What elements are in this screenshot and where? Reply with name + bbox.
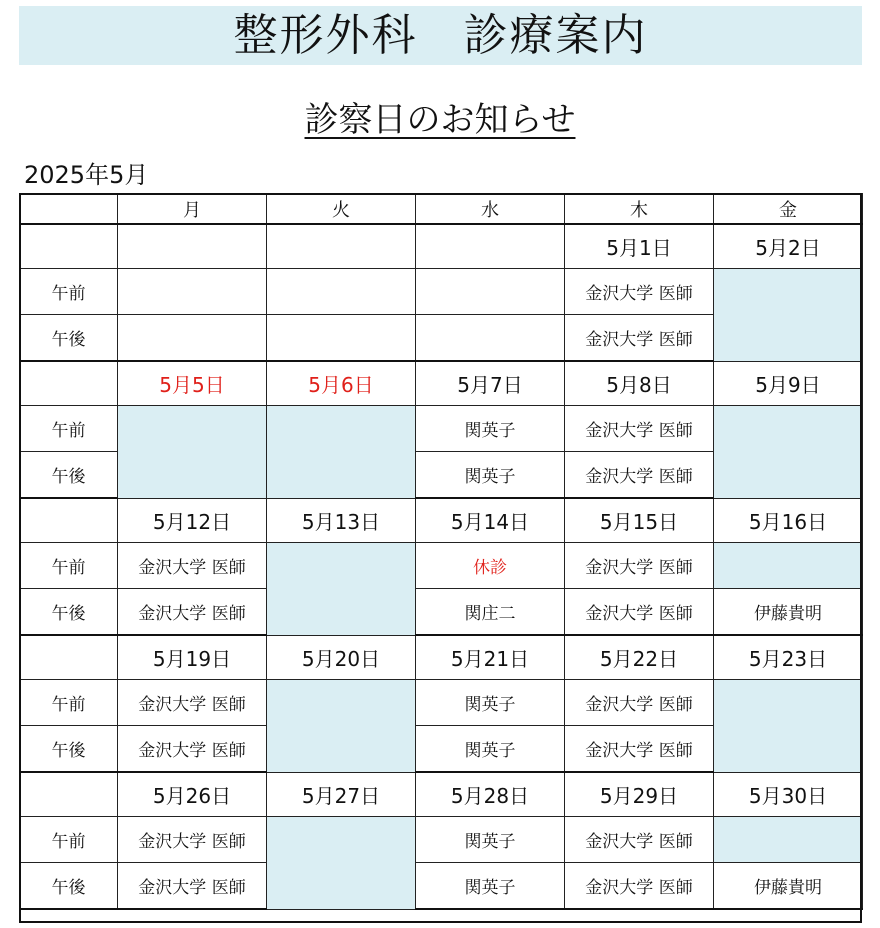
closed-cell	[714, 269, 863, 362]
doctor-cell: 金沢大学 医師	[565, 315, 714, 362]
doctor-cell	[267, 269, 416, 315]
date-cell-tue	[267, 224, 416, 269]
am-row	[20, 680, 863, 726]
doctor-cell: 関英子	[416, 726, 565, 773]
date-cell-mon	[118, 224, 267, 269]
month-label: 2025年5月	[24, 161, 149, 189]
date-row	[20, 635, 863, 680]
doctor-cell: 金沢大学 医師	[565, 726, 714, 773]
doctor-cell: 金沢大学 医師	[118, 726, 267, 773]
date-cell-tue: 5月20日	[267, 635, 416, 680]
page-subtitle: 診察日のお知らせ	[304, 100, 576, 140]
doctor-cell: 金沢大学 医師	[565, 863, 714, 910]
date-row	[20, 498, 863, 543]
weekday-header-row	[20, 194, 863, 225]
date-cell-fri: 5月2日	[714, 224, 863, 269]
date-row	[20, 224, 863, 269]
doctor-cell	[416, 269, 565, 315]
date-row-label	[20, 635, 118, 680]
date-cell-fri: 5月23日	[714, 635, 863, 680]
pm-label: 午後	[20, 315, 118, 362]
date-row	[20, 361, 863, 406]
date-row-label	[20, 772, 118, 817]
weekday-mon: 月	[118, 194, 267, 225]
doctor-cell: 金沢大学 医師	[118, 863, 267, 910]
weekday-fri: 金	[714, 194, 863, 225]
pm-label: 午後	[20, 452, 118, 499]
title-banner	[19, 6, 862, 65]
doctor-cell: 金沢大学 医師	[565, 452, 714, 499]
schedule-table	[19, 193, 863, 910]
closed-cell	[118, 406, 267, 499]
date-cell-mon: 5月19日	[118, 635, 267, 680]
am-label: 午前	[20, 543, 118, 589]
am-row	[20, 406, 863, 452]
closed-cell	[714, 680, 863, 773]
doctor-cell: 金沢大学 医師	[118, 680, 267, 726]
doctor-cell: 伊藤貴明	[714, 863, 863, 910]
am-label: 午前	[20, 406, 118, 452]
date-cell-wed: 5月21日	[416, 635, 565, 680]
doctor-cell: 金沢大学 医師	[565, 680, 714, 726]
date-cell-mon: 5月26日	[118, 772, 267, 817]
doctor-cell: 関英子	[416, 680, 565, 726]
closed-cell	[267, 680, 416, 773]
doctor-cell: 金沢大学 医師	[565, 589, 714, 636]
date-cell-thu: 5月29日	[565, 772, 714, 817]
doctor-cell: 金沢大学 医師	[565, 406, 714, 452]
date-cell-mon: 5月5日	[118, 361, 267, 406]
doctor-cell: 金沢大学 医師	[118, 543, 267, 589]
date-cell-wed: 5月28日	[416, 772, 565, 817]
date-cell-thu: 5月1日	[565, 224, 714, 269]
am-label: 午前	[20, 269, 118, 315]
date-cell-thu: 5月8日	[565, 361, 714, 406]
closed-cell	[714, 543, 863, 589]
date-cell-wed: 5月14日	[416, 498, 565, 543]
weekday-wed: 水	[416, 194, 565, 225]
closed-cell	[714, 406, 863, 499]
am-row	[20, 543, 863, 589]
doctor-cell: 関英子	[416, 817, 565, 863]
closed-cell	[267, 817, 416, 910]
pm-row	[20, 589, 863, 636]
date-row-label	[20, 224, 118, 269]
am-row	[20, 269, 863, 315]
pm-label: 午後	[20, 589, 118, 636]
doctor-cell: 休診	[416, 543, 565, 589]
am-row	[20, 817, 863, 863]
weekday-tue: 火	[267, 194, 416, 225]
pm-label: 午後	[20, 726, 118, 773]
date-cell-thu: 5月15日	[565, 498, 714, 543]
pm-row	[20, 863, 863, 910]
date-row-label	[20, 361, 118, 406]
pm-label: 午後	[20, 863, 118, 910]
date-cell-wed: 5月7日	[416, 361, 565, 406]
date-row-label	[20, 498, 118, 543]
date-row	[20, 772, 863, 817]
doctor-cell: 関英子	[416, 863, 565, 910]
corner-cell	[20, 194, 118, 225]
doctor-cell	[118, 269, 267, 315]
doctor-cell: 金沢大学 医師	[565, 269, 714, 315]
date-cell-fri: 5月30日	[714, 772, 863, 817]
date-cell-tue: 5月27日	[267, 772, 416, 817]
weekday-thu: 木	[565, 194, 714, 225]
date-cell-tue: 5月13日	[267, 498, 416, 543]
am-label: 午前	[20, 680, 118, 726]
date-cell-fri: 5月16日	[714, 498, 863, 543]
doctor-cell: 関英子	[416, 452, 565, 499]
doctor-cell: 関庄二	[416, 589, 565, 636]
am-label: 午前	[20, 817, 118, 863]
doctor-cell	[267, 315, 416, 362]
closed-cell	[267, 406, 416, 499]
date-cell-fri: 5月9日	[714, 361, 863, 406]
doctor-cell: 金沢大学 医師	[118, 589, 267, 636]
date-cell-tue: 5月6日	[267, 361, 416, 406]
closed-cell	[267, 543, 416, 636]
date-cell-thu: 5月22日	[565, 635, 714, 680]
doctor-cell: 関英子	[416, 406, 565, 452]
doctor-cell	[416, 315, 565, 362]
doctor-cell: 金沢大学 医師	[565, 543, 714, 589]
closed-cell	[714, 817, 863, 863]
page-title: 整形外科 診療案内	[233, 9, 648, 61]
doctor-cell	[118, 315, 267, 362]
doctor-cell: 金沢大学 医師	[118, 817, 267, 863]
doctor-cell: 伊藤貴明	[714, 589, 863, 636]
schedule-body	[20, 194, 863, 910]
subtitle-block	[0, 92, 880, 141]
date-cell-mon: 5月12日	[118, 498, 267, 543]
doctor-cell: 金沢大学 医師	[565, 817, 714, 863]
date-cell-wed	[416, 224, 565, 269]
